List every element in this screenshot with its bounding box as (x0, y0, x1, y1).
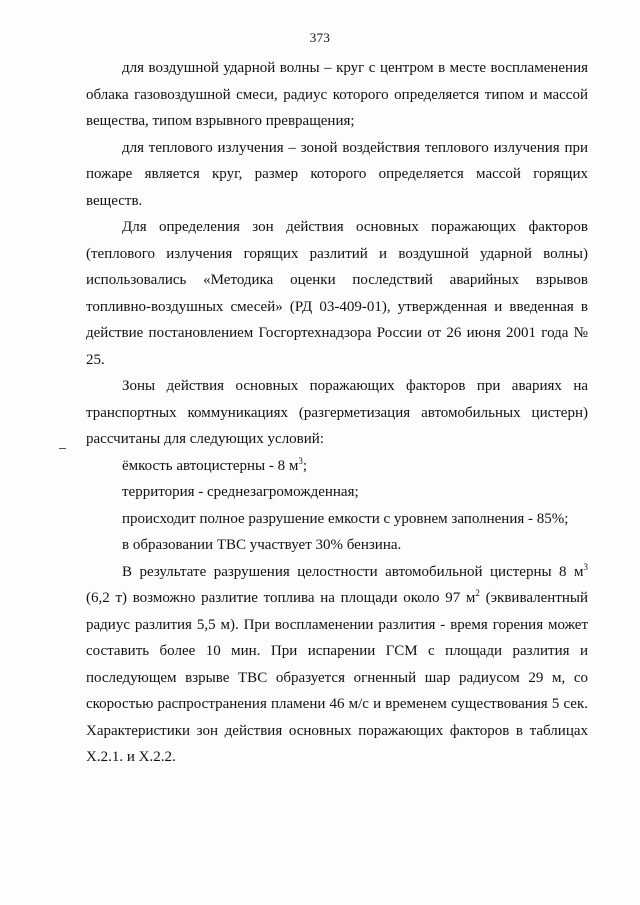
margin-mark (59, 448, 66, 449)
paragraph-conditions-intro: Зоны действия основных поражающих факторов при авариях на транспортных коммуникациях (разгерметизация автомобильных цистерн) рассчитаны для следующих условий: (86, 378, 588, 447)
condition-destruction: происходит полное разрушение емкости с уровнем заполнения - 85%; (122, 510, 569, 527)
paragraph-result (86, 559, 588, 771)
condition-territory: территория - среднезагроможденная; (122, 484, 359, 500)
result-part-1: В результате разрушения целостности автомобильной цистерны 8 м (122, 563, 584, 580)
condition-capacity-text: ёмкость автоцистерны - 8 м (122, 457, 299, 474)
page-number: 373 (309, 30, 331, 45)
cubic-superscript: 3 (298, 455, 303, 466)
square-superscript: 2 (475, 588, 480, 598)
document-body (86, 55, 588, 771)
result-part-2: (6,2 т) возможно разлитие топлива на площади около 97 м (86, 590, 476, 606)
result-part-3: (эквивалентный радиус разлития 5,5 м). При воспламенении разлития - время горения может составить более 10 мин. При испарении ГСМ с площади разлития и последующем взрыве ТВС образуется огненный шар радиусом 29 м, со скоростью распространения пламени 46 м/с и временем существования 5 сек. Характеристики зон действия основных поражающих факторов в таблицах Х.2.1. и Х.2.2. (86, 590, 588, 765)
paragraph-methodology: Для определения зон действия основных поражающих факторов (теплового излучения горящих разлитий и воздушной ударной волны) использовались «Методика оценки последствий аварийных взрывов топливно-воздушных смесей» (РД 03-409-01), утвержденная и введенная в действие постановлением Госгортехнадзора России от 26 июня 2001 года № 25. (86, 219, 588, 368)
condition-tvs-share: в образовании ТВС участвует 30% бензина. (122, 537, 402, 553)
condition-capacity-end: ; (302, 457, 308, 474)
paragraph-thermal-zone: для теплового излучения – зоной воздействия теплового излучения при пожаре является круг, размер которого определяется массой горящих веществ. (86, 139, 588, 209)
condition-capacity (86, 453, 588, 480)
paragraph-shockwave-zone: для воздушной ударной волны – круг с центром в месте воспламенения облака газовоздушной смеси, радиус которого определяется типом и массой вещества, типом взрывного превращения; (86, 60, 588, 129)
cubic-superscript: 3 (583, 561, 588, 572)
